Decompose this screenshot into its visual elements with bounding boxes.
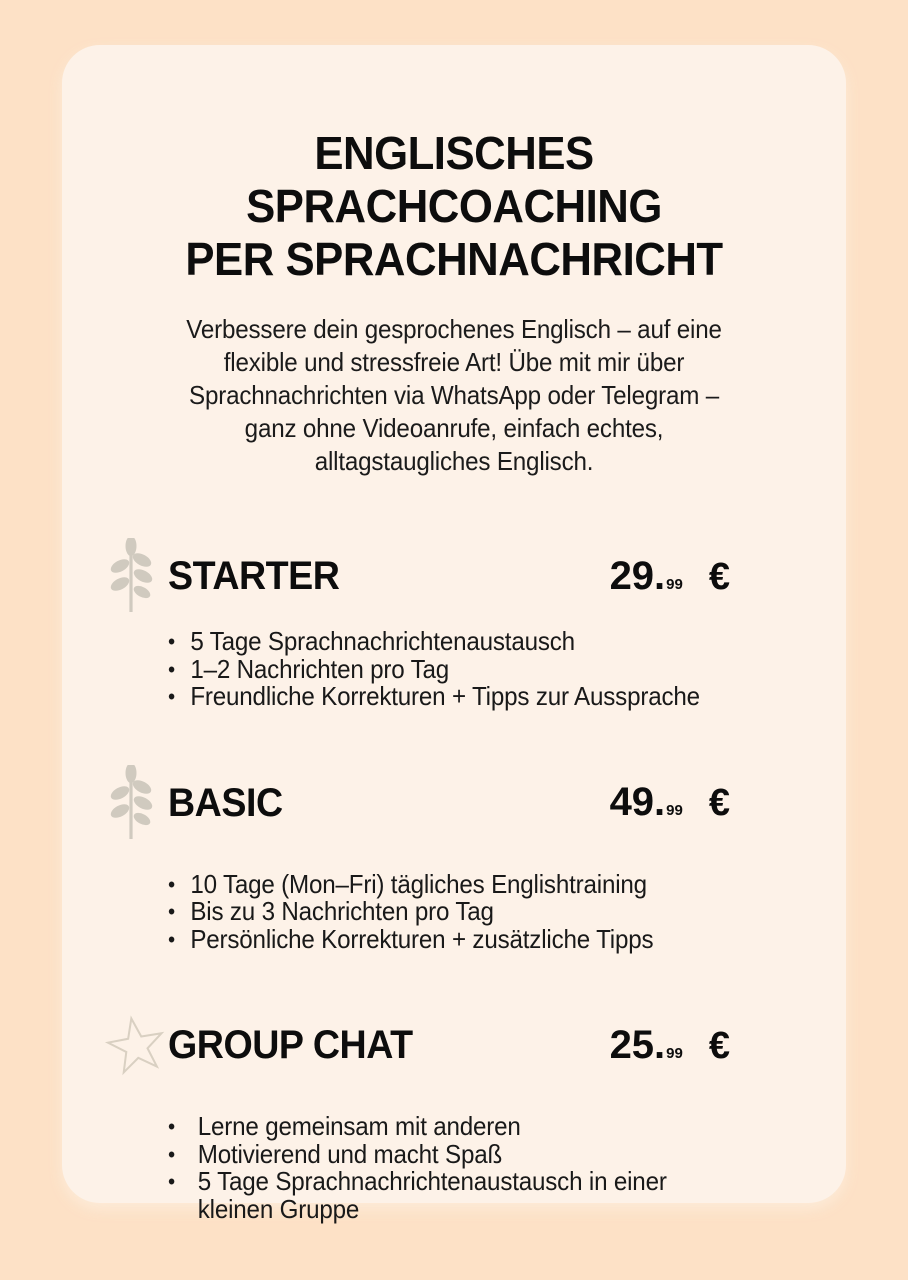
plan-basic — [104, 765, 846, 954]
feature-text: Motivierend und macht Spaß — [197, 1138, 503, 1169]
title-line-2: SPRACHCOACHING — [246, 180, 662, 232]
title-line-1: ENGLISCHES — [314, 127, 594, 179]
plan-basic-header — [104, 765, 846, 841]
leaf-sprig-icon — [104, 538, 168, 614]
feature-item — [168, 1113, 745, 1141]
feature-text: 5 Tage Sprachnachrichtenaustausch — [190, 626, 575, 656]
page-title — [82, 127, 827, 286]
price-whole: 25. — [609, 1022, 666, 1067]
plan-basic-price — [610, 780, 730, 825]
feature-item — [168, 653, 819, 684]
bullet-dot: • — [168, 629, 175, 654]
title-line-3: PER SPRACHNACHRICHT — [185, 233, 723, 285]
bullet-dot: • — [168, 656, 175, 682]
price-cents: 99 — [666, 1044, 683, 1062]
feature-text: Freundliche Korrekturen + Tipps zur Aussprache — [190, 681, 700, 711]
bullet-dot: • — [168, 899, 175, 924]
intro-line: ganz ohne Videoanrufe, einfach echtes, — [244, 413, 664, 443]
feature-text: 1–2 Nachrichten pro Tag — [190, 653, 450, 684]
plan-group-chat — [104, 1007, 846, 1223]
plan-group-chat-price — [610, 1023, 730, 1068]
feature-item — [168, 683, 819, 711]
bullet-dot: • — [168, 684, 175, 709]
feature-item — [168, 868, 819, 899]
plan-basic-features — [168, 868, 819, 954]
poster-card — [62, 45, 846, 1224]
bullet-dot: • — [168, 1141, 175, 1167]
euro-currency-symbol: € — [708, 782, 730, 824]
price-cents: 99 — [666, 575, 683, 593]
plan-group-chat-features — [168, 1113, 745, 1223]
price-cents: 99 — [666, 802, 683, 819]
plan-starter-features — [168, 628, 819, 711]
price-whole: 29. — [609, 553, 666, 598]
plan-group-chat-name: GROUP CHAT — [168, 1023, 413, 1067]
leaf-sprig-icon — [104, 765, 168, 841]
euro-currency-symbol: € — [708, 555, 730, 598]
plan-starter — [104, 538, 846, 711]
intro-line: Sprachnachrichten via WhatsApp oder Telegram – — [189, 380, 719, 410]
plans-list — [62, 538, 846, 1223]
plan-basic-name: BASIC — [168, 780, 283, 825]
intro-line: Verbessere dein gesprochenes Englisch – auf eine — [186, 314, 722, 344]
bullet-dot: • — [168, 1114, 175, 1139]
feature-item — [168, 923, 819, 954]
bullet-dot: • — [168, 1169, 175, 1194]
star-icon — [104, 1007, 168, 1083]
plan-starter-header — [104, 538, 846, 614]
feature-item — [168, 1168, 745, 1223]
intro-line: flexible und stressfreie Art! Übe mit mir über — [223, 347, 685, 377]
feature-item — [168, 1138, 745, 1169]
intro-paragraph — [89, 313, 818, 478]
euro-currency-symbol: € — [708, 1024, 730, 1067]
feature-text: 10 Tage (Mon–Fri) tägliches Englishtraining — [190, 868, 647, 899]
price-whole: 49. — [609, 780, 666, 824]
feature-text: 5 Tage Sprachnachrichtenaustausch in einer kleinen Gruppe — [197, 1166, 667, 1224]
intro-line: alltagstaugliches Englisch. — [314, 446, 594, 476]
bullet-dot: • — [168, 871, 175, 897]
feature-text: Bis zu 3 Nachrichten pro Tag — [190, 896, 494, 926]
plan-starter-price — [610, 554, 730, 599]
bullet-dot: • — [168, 926, 175, 952]
feature-text: Lerne gemeinsam mit anderen — [197, 1111, 521, 1141]
feature-text: Persönliche Korrekturen + zusätzliche Tipps — [190, 923, 654, 954]
plan-starter-name: STARTER — [168, 554, 340, 598]
plan-group-chat-header — [104, 1007, 846, 1083]
feature-item — [168, 628, 819, 656]
feature-item — [168, 898, 819, 926]
